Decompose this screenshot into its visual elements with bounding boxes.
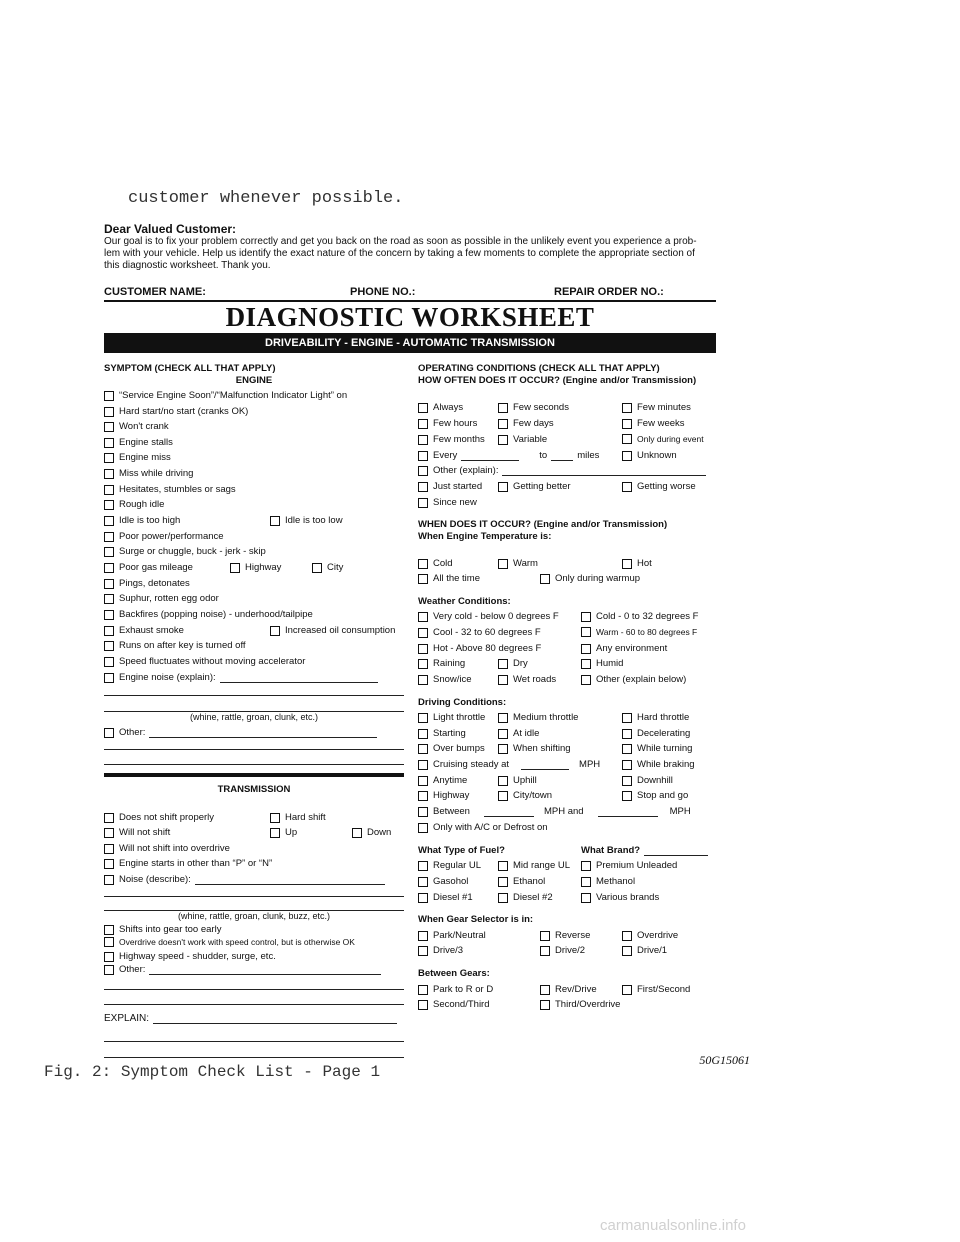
operating-conditions-heading: OPERATING CONDITIONS (CHECK ALL THAT APPLY)	[418, 363, 660, 374]
checkbox[interactable]	[498, 403, 508, 413]
checkbox-item[interactable]: Engine starts in other than “P” or “N”	[104, 858, 272, 869]
checkbox-item[interactable]: Humid	[581, 658, 623, 669]
checkbox-item[interactable]: Few weeks	[622, 418, 685, 429]
checkbox-item[interactable]: Backfires (popping noise) - underhood/tailpipe	[104, 609, 313, 620]
checkbox[interactable]	[622, 776, 632, 786]
write-in-line[interactable]	[104, 989, 404, 990]
checkbox-item[interactable]: Hard start/no start (cranks OK)	[104, 406, 248, 417]
checkbox[interactable]	[104, 453, 114, 463]
checkbox[interactable]	[104, 875, 114, 885]
gear-selector-heading: When Gear Selector is in:	[418, 914, 534, 925]
checkbox-item[interactable]: Hot	[622, 558, 652, 569]
checkbox[interactable]	[498, 791, 508, 801]
checkbox-item[interactable]: Noise (describe):	[104, 874, 389, 885]
checkbox[interactable]	[622, 403, 632, 413]
checkbox-item[interactable]: Does not shift properly	[104, 812, 214, 823]
checkbox-item[interactable]: Uphill	[498, 775, 537, 786]
checkbox-item[interactable]: First/Second	[622, 984, 690, 995]
checkbox[interactable]	[270, 516, 280, 526]
checkbox[interactable]	[418, 628, 428, 638]
checkbox[interactable]	[581, 861, 591, 871]
checkbox[interactable]	[622, 946, 632, 956]
checkbox-item[interactable]: Few days	[498, 418, 554, 429]
checkbox[interactable]	[581, 675, 591, 685]
checkbox[interactable]	[104, 952, 114, 962]
checkbox-item[interactable]: Variable	[498, 434, 547, 445]
checkbox-item[interactable]: Only with A/C or Defrost on	[418, 822, 548, 833]
checkbox[interactable]	[418, 877, 428, 887]
write-in-line[interactable]	[484, 807, 534, 817]
checkbox[interactable]	[622, 985, 632, 995]
checkbox-item[interactable]: Starting	[418, 728, 466, 739]
checkbox[interactable]	[418, 893, 428, 903]
watermark: carmanualsonline.info	[600, 1217, 746, 1234]
checkbox[interactable]	[498, 419, 508, 429]
checkbox[interactable]	[418, 498, 428, 508]
checkbox-item[interactable]: Reverse	[540, 930, 590, 941]
checkbox[interactable]	[540, 1000, 550, 1010]
checkbox-item[interactable]: Down	[352, 827, 391, 838]
customer-name-label: CUSTOMER NAME:	[104, 286, 206, 298]
checkbox[interactable]	[418, 612, 428, 622]
checkbox-item[interactable]: Overdrive	[622, 930, 678, 941]
checkbox[interactable]	[104, 391, 114, 401]
intro-paragraph-line: lem with your vehicle. Help us identify the exact nature of the concern by taking a few moments to complete the appropriate section of	[104, 248, 695, 259]
checkbox-item[interactable]: Increased oil consumption	[270, 625, 395, 636]
checkbox[interactable]	[104, 859, 114, 869]
checkbox[interactable]	[581, 612, 591, 622]
checkbox-item[interactable]: Few seconds	[498, 402, 569, 413]
between-gears-heading: Between Gears:	[418, 968, 490, 979]
checkbox[interactable]	[418, 644, 428, 654]
checkbox[interactable]	[104, 813, 114, 823]
checkbox-item[interactable]: Highway	[418, 790, 469, 801]
checkbox[interactable]	[312, 563, 322, 573]
checkbox-item[interactable]: Hot - Above 80 degrees F	[418, 643, 541, 654]
checkbox-item[interactable]: At idle	[498, 728, 539, 739]
checkbox[interactable]	[270, 813, 280, 823]
checkbox[interactable]	[418, 466, 428, 476]
checkbox[interactable]	[418, 946, 428, 956]
checkbox[interactable]	[498, 729, 508, 739]
checkbox[interactable]	[498, 675, 508, 685]
checkbox-item[interactable]: Anytime	[418, 775, 467, 786]
checkbox-item[interactable]: Miss while driving	[104, 468, 193, 479]
write-in-line[interactable]	[104, 749, 404, 750]
checkbox-item[interactable]: Cruising steady at MPH	[418, 759, 600, 770]
write-in-line[interactable]	[644, 846, 708, 856]
page-title: DIAGNOSTIC WORKSHEET	[225, 302, 595, 332]
write-in-line[interactable]	[598, 807, 658, 817]
checkbox[interactable]	[418, 729, 428, 739]
write-in-line[interactable]	[104, 896, 404, 897]
checkbox[interactable]	[498, 482, 508, 492]
checkbox-item[interactable]: Park to R or D	[418, 984, 493, 995]
checkbox-item[interactable]: Park/Neutral	[418, 930, 486, 941]
checkbox-item[interactable]: Poor power/performance	[104, 531, 224, 542]
fuel-heading: What Type of Fuel?	[418, 845, 505, 856]
checkbox[interactable]	[498, 776, 508, 786]
checkbox-item[interactable]: Second/Third	[418, 999, 490, 1010]
checkbox[interactable]	[104, 485, 114, 495]
checkbox-item[interactable]: Idle is too low	[270, 515, 343, 526]
checkbox[interactable]	[622, 760, 632, 770]
checkbox[interactable]	[104, 532, 114, 542]
phone-label: PHONE NO.:	[350, 286, 416, 298]
checkbox[interactable]	[230, 563, 240, 573]
checkbox[interactable]	[418, 419, 428, 429]
checkbox[interactable]	[581, 659, 591, 669]
transmission-heading: TRANSMISSION	[217, 784, 291, 795]
write-in-line[interactable]	[153, 1014, 397, 1024]
checkbox-item[interactable]: Runs on after key is turned off	[104, 640, 246, 651]
checkbox[interactable]	[581, 627, 591, 637]
write-in-line[interactable]	[461, 451, 519, 461]
checkbox[interactable]	[540, 985, 550, 995]
checkbox[interactable]	[581, 893, 591, 903]
checkbox[interactable]	[104, 438, 114, 448]
checkbox-item[interactable]: Will not shift into overdrive	[104, 843, 230, 854]
checkbox[interactable]	[418, 985, 428, 995]
repair-order-label: REPAIR ORDER NO.:	[554, 286, 664, 298]
checkbox-item[interactable]: Exhaust smoke	[104, 625, 184, 636]
checkbox[interactable]	[418, 659, 428, 669]
section-banner: DRIVEABILITY - ENGINE - AUTOMATIC TRANSMISSION	[104, 333, 716, 353]
checkbox-item[interactable]: Over bumps	[418, 743, 485, 754]
checkbox[interactable]	[104, 844, 114, 854]
checkbox[interactable]	[622, 931, 632, 941]
checkbox[interactable]	[418, 1000, 428, 1010]
checkbox[interactable]	[418, 435, 428, 445]
checkbox[interactable]	[498, 861, 508, 871]
checkbox[interactable]	[540, 946, 550, 956]
checkbox[interactable]	[270, 828, 280, 838]
checkbox[interactable]	[622, 419, 632, 429]
checkbox-item[interactable]: Poor gas mileage	[104, 562, 193, 573]
checkbox-item[interactable]: Always	[418, 402, 463, 413]
checkbox-item[interactable]: Drive/2	[540, 945, 585, 956]
checkbox[interactable]	[622, 451, 632, 461]
checkbox-item[interactable]: Downhill	[622, 775, 673, 786]
checkbox[interactable]	[418, 403, 428, 413]
checkbox-item[interactable]: When shifting	[498, 743, 571, 754]
checkbox[interactable]	[622, 744, 632, 754]
figure-caption: Fig. 2: Symptom Check List - Page 1	[44, 1063, 381, 1081]
checkbox-item[interactable]: Overdrive doesn't work with speed control, but is otherwise OK	[104, 937, 355, 947]
how-often-heading: HOW OFTEN DOES IT OCCUR? (Engine and/or Transmission)	[418, 375, 697, 386]
checkbox[interactable]	[352, 828, 362, 838]
checkbox-item[interactable]: Between MPH and MPH	[418, 806, 691, 817]
checkbox-item[interactable]: Getting worse	[622, 481, 696, 492]
checkbox[interactable]	[418, 482, 428, 492]
checkbox-item[interactable]: Few hours	[418, 418, 477, 429]
write-in-line[interactable]	[104, 1004, 404, 1005]
checkbox-item[interactable]: Cold - 0 to 32 degrees F	[581, 611, 698, 622]
checkbox-item[interactable]: All the time	[418, 573, 480, 584]
checkbox[interactable]	[418, 776, 428, 786]
checkbox-item[interactable]: Diesel #2	[498, 892, 553, 903]
checkbox[interactable]	[418, 823, 428, 833]
explain-field[interactable]: EXPLAIN:	[104, 1013, 401, 1024]
checkbox-item[interactable]: Other (explain below)	[581, 674, 686, 685]
checkbox[interactable]	[581, 877, 591, 887]
checkbox-item[interactable]: Highway speed - shudder, surge, etc.	[104, 951, 276, 962]
section-divider	[104, 773, 404, 777]
checkbox-item[interactable]: Hard throttle	[622, 712, 689, 723]
checkbox-item[interactable]: While turning	[622, 743, 692, 754]
checkbox[interactable]	[418, 574, 428, 584]
checkbox-item[interactable]: Up	[270, 827, 297, 838]
checkbox-item[interactable]: Rough idle	[104, 499, 164, 510]
greeting: Dear Valued Customer:	[104, 222, 237, 236]
checkbox-item[interactable]: Cool - 32 to 60 degrees F	[418, 627, 541, 638]
checkbox[interactable]	[418, 807, 428, 817]
intro-paragraph-line: Our goal is to fix your problem correctly and get you back on the road as soon as possible in the unlikely event you experience a prob-	[104, 236, 697, 247]
checkbox-item[interactable]: Medium throttle	[498, 712, 578, 723]
checkbox[interactable]	[622, 482, 632, 492]
checkbox-item[interactable]: Wet roads	[498, 674, 556, 685]
checkbox[interactable]	[104, 925, 114, 935]
checkbox[interactable]	[104, 516, 114, 526]
checkbox-item[interactable]: Speed fluctuates without moving accelerator	[104, 656, 305, 667]
checkbox[interactable]	[418, 675, 428, 685]
checkbox[interactable]	[104, 641, 114, 651]
checkbox-item[interactable]: Regular UL	[418, 860, 481, 871]
write-in-line[interactable]	[502, 466, 706, 476]
figure-code: 50G15061	[699, 1053, 750, 1067]
engine-heading: ENGINE	[235, 375, 273, 386]
checkbox-item[interactable]: City/town	[498, 790, 552, 801]
checkbox[interactable]	[498, 893, 508, 903]
checkbox-item[interactable]: Mid range UL	[498, 860, 570, 871]
driving-heading: Driving Conditions:	[418, 697, 507, 708]
checkbox[interactable]	[540, 574, 550, 584]
checkbox-item[interactable]: Other:	[104, 964, 385, 975]
checkbox-item[interactable]: Few months	[418, 434, 485, 445]
write-in-line[interactable]	[104, 1057, 404, 1058]
checkbox-item[interactable]: Engine miss	[104, 452, 171, 463]
checkbox[interactable]	[498, 877, 508, 887]
checkbox[interactable]	[418, 760, 428, 770]
checkbox-item[interactable]: Raining	[418, 658, 465, 669]
checkbox-item[interactable]: Shifts into gear too early	[104, 924, 221, 935]
checkbox-item[interactable]: City	[312, 562, 343, 573]
checkbox[interactable]	[104, 500, 114, 510]
checkbox-item[interactable]: Diesel #1	[418, 892, 473, 903]
checkbox[interactable]	[622, 791, 632, 801]
checkbox-item[interactable]: Few minutes	[622, 402, 691, 413]
checkbox-item[interactable]: Unknown	[622, 450, 677, 461]
trans-noise-note: (whine, rattle, groan, clunk, buzz, etc.)	[177, 911, 331, 921]
checkbox-item[interactable]: Methanol	[581, 876, 635, 887]
checkbox-item[interactable]: Since new	[418, 497, 477, 508]
when-heading: WHEN DOES IT OCCUR? (Engine and/or Transmission)	[418, 519, 668, 530]
checkbox-item[interactable]: Premium Unleaded	[581, 860, 677, 871]
checkbox[interactable]	[104, 728, 114, 738]
checkbox-item[interactable]: Engine noise (explain):	[104, 672, 382, 683]
temperature-heading: When Engine Temperature is:	[418, 531, 552, 542]
checkbox-item[interactable]: Any environment	[581, 643, 667, 654]
checkbox-item[interactable]: Stop and go	[622, 790, 688, 801]
checkbox[interactable]	[104, 828, 114, 838]
checkbox-item[interactable]: Ethanol	[498, 876, 545, 887]
checkbox[interactable]	[498, 435, 508, 445]
checkbox[interactable]	[622, 729, 632, 739]
write-in-line[interactable]	[104, 1041, 404, 1042]
intro-paragraph-line: this diagnostic worksheet. Thank you.	[104, 260, 271, 271]
checkbox-item[interactable]: While braking	[622, 759, 695, 770]
checkbox-item[interactable]: Hesitates, stumbles or sags	[104, 484, 236, 495]
write-in-line[interactable]	[104, 764, 404, 765]
write-in-line[interactable]	[195, 875, 385, 885]
checkbox[interactable]	[622, 559, 632, 569]
intro-text: customer whenever possible.	[128, 189, 404, 208]
checkbox[interactable]	[104, 422, 114, 432]
checkbox-item[interactable]: Every to miles	[418, 450, 599, 461]
checkbox[interactable]	[104, 407, 114, 417]
checkbox-item[interactable]: Cold	[418, 558, 453, 569]
checkbox-item[interactable]: Pings, detonates	[104, 578, 190, 589]
checkbox[interactable]	[418, 559, 428, 569]
checkbox[interactable]	[104, 547, 114, 557]
checkbox-item[interactable]: Other (explain):	[418, 465, 710, 476]
checkbox-item[interactable]: Rev/Drive	[540, 984, 597, 995]
write-in-line[interactable]	[149, 965, 381, 975]
checkbox[interactable]	[104, 626, 114, 636]
checkbox-item[interactable]: Gasohol	[418, 876, 468, 887]
checkbox[interactable]	[104, 610, 114, 620]
checkbox-item[interactable]: Warm - 60 to 80 degrees F	[581, 627, 697, 637]
checkbox[interactable]	[498, 559, 508, 569]
checkbox[interactable]	[622, 434, 632, 444]
checkbox[interactable]	[270, 626, 280, 636]
checkbox[interactable]	[104, 937, 114, 947]
checkbox[interactable]	[498, 744, 508, 754]
checkbox[interactable]	[104, 657, 114, 667]
checkbox-item[interactable]: Will not shift	[104, 827, 170, 838]
checkbox-item[interactable]: Snow/ice	[418, 674, 472, 685]
checkbox-item[interactable]: Engine stalls	[104, 437, 173, 448]
checkbox-item[interactable]: Other:	[104, 727, 381, 738]
write-in-line[interactable]	[551, 451, 573, 461]
brand-field[interactable]: What Brand?	[581, 845, 712, 856]
symptom-heading: SYMPTOM (CHECK ALL THAT APPLY)	[104, 363, 276, 374]
checkbox-item[interactable]: “Service Engine Soon”/“Malfunction Indicator Light” on	[104, 390, 347, 401]
checkbox[interactable]	[622, 713, 632, 723]
checkbox-item[interactable]: Only during event	[622, 434, 704, 444]
checkbox-item[interactable]: Drive/1	[622, 945, 667, 956]
checkbox[interactable]	[540, 931, 550, 941]
noise-note: (whine, rattle, groan, clunk, etc.)	[189, 712, 319, 722]
checkbox[interactable]	[418, 791, 428, 801]
write-in-line[interactable]	[521, 760, 569, 770]
checkbox[interactable]	[581, 644, 591, 654]
checkbox-item[interactable]: Only during warmup	[540, 573, 640, 584]
checkbox[interactable]	[418, 451, 428, 461]
checkbox-item[interactable]: Very cold - below 0 degrees F	[418, 611, 559, 622]
checkbox[interactable]	[104, 673, 114, 683]
checkbox-item[interactable]: Won't crank	[104, 421, 169, 432]
checkbox-item[interactable]: Light throttle	[418, 712, 485, 723]
checkbox[interactable]	[418, 931, 428, 941]
checkbox-item[interactable]: Dry	[498, 658, 528, 669]
checkbox-item[interactable]: Suphur, rotten egg odor	[104, 593, 219, 604]
checkbox-item[interactable]: Third/Overdrive	[540, 999, 620, 1010]
checkbox-item[interactable]: Getting better	[498, 481, 571, 492]
write-in-line[interactable]	[104, 695, 404, 696]
checkbox-item[interactable]: Decelerating	[622, 728, 690, 739]
checkbox-item[interactable]: Highway	[230, 562, 281, 573]
checkbox[interactable]	[418, 861, 428, 871]
weather-heading: Weather Conditions:	[418, 596, 511, 607]
customer-info-line	[104, 284, 716, 302]
checkbox-item[interactable]: Surge or chuggle, buck - jerk - skip	[104, 546, 266, 557]
checkbox[interactable]	[104, 579, 114, 589]
checkbox-item[interactable]: Various brands	[581, 892, 659, 903]
checkbox[interactable]	[104, 965, 114, 975]
checkbox[interactable]	[498, 659, 508, 669]
write-in-line[interactable]	[149, 728, 377, 738]
checkbox[interactable]	[418, 713, 428, 723]
checkbox-item[interactable]: Warm	[498, 558, 538, 569]
checkbox[interactable]	[498, 713, 508, 723]
checkbox-item[interactable]: Just started	[418, 481, 482, 492]
write-in-line[interactable]	[220, 673, 378, 683]
checkbox-item[interactable]: Hard shift	[270, 812, 326, 823]
checkbox[interactable]	[104, 594, 114, 604]
checkbox[interactable]	[418, 744, 428, 754]
checkbox-item[interactable]: Idle is too high	[104, 515, 180, 526]
checkbox[interactable]	[104, 469, 114, 479]
checkbox[interactable]	[104, 563, 114, 573]
checkbox-item[interactable]: Drive/3	[418, 945, 463, 956]
